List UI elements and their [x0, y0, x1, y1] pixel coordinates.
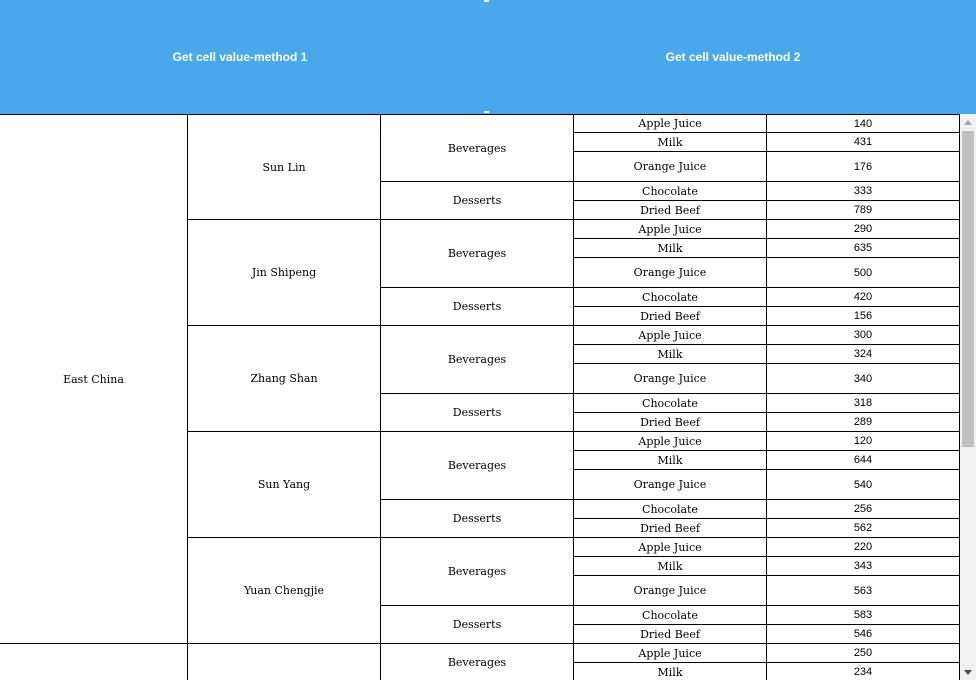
category-cell[interactable]: Desserts	[381, 182, 574, 220]
vertical-scrollbar[interactable]	[960, 114, 976, 680]
salesperson-cell[interactable]: Sun Yang	[188, 432, 381, 538]
product-cell[interactable]: Apple Juice	[574, 220, 767, 239]
spreadsheet-grid[interactable]	[0, 114, 960, 680]
salesperson-cell[interactable]	[188, 644, 381, 680]
product-cell[interactable]: Apple Juice	[574, 644, 767, 663]
product-cell[interactable]: Dried Beef	[574, 625, 767, 644]
product-cell[interactable]: Dried Beef	[574, 307, 767, 326]
scrollbar-thumb[interactable]	[962, 131, 974, 447]
product-cell[interactable]: Chocolate	[574, 182, 767, 201]
product-cell[interactable]: Dried Beef	[574, 413, 767, 432]
region-cell[interactable]: East China	[0, 114, 188, 644]
value-cell[interactable]: 546	[767, 625, 960, 644]
splitter-mark-bottom	[484, 111, 489, 113]
value-cell[interactable]: 562	[767, 519, 960, 538]
value-cell[interactable]: 234	[767, 663, 960, 680]
value-cell[interactable]: 583	[767, 606, 960, 625]
value-cell[interactable]: 250	[767, 644, 960, 663]
product-cell[interactable]: Apple Juice	[574, 432, 767, 451]
region-cell[interactable]	[0, 644, 188, 680]
product-cell[interactable]: Apple Juice	[574, 538, 767, 557]
value-cell[interactable]: 333	[767, 182, 960, 201]
salesperson-cell[interactable]: Yuan Chengjie	[188, 538, 381, 644]
value-cell[interactable]: 635	[767, 239, 960, 258]
value-cell[interactable]: 140	[767, 114, 960, 133]
value-cell[interactable]: 563	[767, 576, 960, 606]
category-cell[interactable]: Beverages	[381, 644, 574, 680]
toolbar-header	[0, 0, 976, 114]
value-cell[interactable]: 340	[767, 364, 960, 394]
value-cell[interactable]: 644	[767, 451, 960, 470]
product-cell[interactable]: Apple Juice	[574, 114, 767, 133]
product-cell[interactable]: Chocolate	[574, 500, 767, 519]
product-cell[interactable]: Milk	[574, 133, 767, 152]
salesperson-cell[interactable]: Zhang Shan	[188, 326, 381, 432]
product-cell[interactable]: Orange Juice	[574, 576, 767, 606]
category-cell[interactable]: Beverages	[381, 432, 574, 500]
product-cell[interactable]: Orange Juice	[574, 364, 767, 394]
get-cell-value-method-2-button[interactable]: Get cell value-method 2	[665, 50, 801, 64]
category-cell[interactable]: Beverages	[381, 114, 574, 182]
product-cell[interactable]: Milk	[574, 557, 767, 576]
value-cell[interactable]: 431	[767, 133, 960, 152]
value-cell[interactable]: 500	[767, 258, 960, 288]
value-cell[interactable]: 789	[767, 201, 960, 220]
product-cell[interactable]: Chocolate	[574, 288, 767, 307]
product-cell[interactable]: Chocolate	[574, 394, 767, 413]
value-cell[interactable]: 300	[767, 326, 960, 345]
scroll-down-arrow-icon[interactable]	[960, 664, 976, 680]
product-cell[interactable]: Milk	[574, 345, 767, 364]
value-cell[interactable]: 289	[767, 413, 960, 432]
product-cell[interactable]: Orange Juice	[574, 258, 767, 288]
value-cell[interactable]: 318	[767, 394, 960, 413]
category-cell[interactable]: Desserts	[381, 606, 574, 644]
value-cell[interactable]: 256	[767, 500, 960, 519]
salesperson-cell[interactable]: Jin Shipeng	[188, 220, 381, 326]
scroll-up-arrow-icon[interactable]	[960, 114, 976, 130]
category-cell[interactable]: Desserts	[381, 394, 574, 432]
value-cell[interactable]: 540	[767, 470, 960, 500]
product-cell[interactable]: Milk	[574, 663, 767, 680]
value-cell[interactable]: 290	[767, 220, 960, 239]
value-cell[interactable]: 420	[767, 288, 960, 307]
splitter-mark-top	[484, 0, 489, 2]
value-cell[interactable]: 120	[767, 432, 960, 451]
product-cell[interactable]: Milk	[574, 451, 767, 470]
value-cell[interactable]: 156	[767, 307, 960, 326]
get-cell-value-method-1-button[interactable]: Get cell value-method 1	[172, 50, 308, 64]
category-cell[interactable]: Desserts	[381, 500, 574, 538]
value-cell[interactable]: 176	[767, 152, 960, 182]
category-cell[interactable]: Desserts	[381, 288, 574, 326]
product-cell[interactable]: Dried Beef	[574, 201, 767, 220]
product-cell[interactable]: Orange Juice	[574, 470, 767, 500]
value-cell[interactable]: 343	[767, 557, 960, 576]
salesperson-cell[interactable]: Sun Lin	[188, 114, 381, 220]
product-cell[interactable]: Milk	[574, 239, 767, 258]
category-cell[interactable]: Beverages	[381, 220, 574, 288]
value-cell[interactable]: 324	[767, 345, 960, 364]
category-cell[interactable]: Beverages	[381, 538, 574, 606]
product-cell[interactable]: Chocolate	[574, 606, 767, 625]
product-cell[interactable]: Dried Beef	[574, 519, 767, 538]
value-cell[interactable]: 220	[767, 538, 960, 557]
category-cell[interactable]: Beverages	[381, 326, 574, 394]
product-cell[interactable]: Orange Juice	[574, 152, 767, 182]
product-cell[interactable]: Apple Juice	[574, 326, 767, 345]
